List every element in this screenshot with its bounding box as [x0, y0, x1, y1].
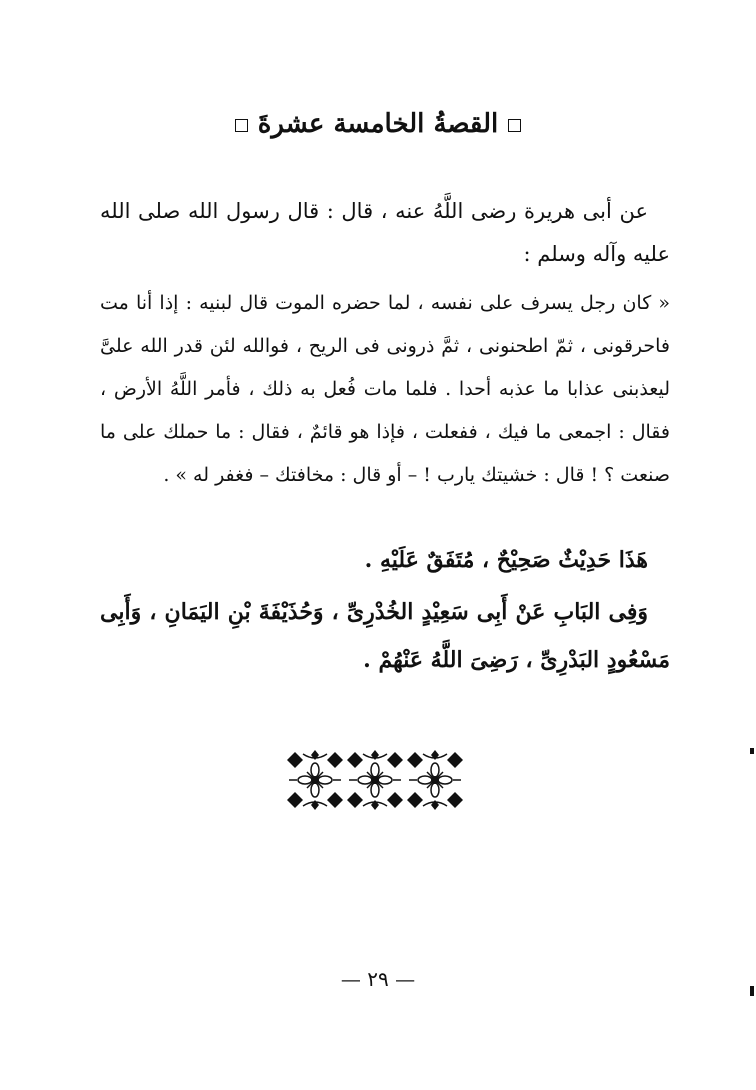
- narrator-intro: عن أبى هريرة رضى اللَّهُ عنه ، قال : قال رسول الله صلى الله عليه وآله وسلم :: [100, 199, 670, 266]
- title-square-icon-left: [235, 119, 248, 132]
- hadith-verdict: هَذَا حَدِيْثٌ صَحِيْحٌ ، مُتَفَقٌ عَلَيْهِ .: [364, 547, 648, 573]
- scan-edge-mark: [750, 986, 754, 996]
- title-square-icon-right: [508, 119, 521, 132]
- page-number: — ٢٩ —: [340, 967, 416, 991]
- hadith-text: « كان رجل يسرف على نفسه ، لما حضره الموت قال لبنيه : إذا أنا مت فاحرقونى ، ثمّ اطحنونى ، ثمَّ ذرونى فى الريح ، فوالله لئن قدر الله علىَّ ليعذبنى عذابا ما عذبه أحدا . فلما مات فُعل به ذلك ، فأمر اللَّهُ الأرض ، فقال : اجمعى ما فيك ، ففعلت ، فإذا هو قائمٌ ، فقال : ما حملك على ما صنعت ؟ ! قال : خشيتك يارب ! – أو قال : مخافتك – فغفر له » .: [100, 292, 670, 486]
- floral-ornament-icon: [285, 750, 465, 810]
- story-title-text: القصةُ الخامسة عشرةَ: [257, 109, 499, 139]
- scan-edge-mark: [750, 748, 754, 754]
- chapter-narrators: وَفِى البَابِ عَنْ أَبِى سَعِيْدٍ الخُدْرِىِّ ، وَحُذَيْفَةَ بْنِ اليَمَانِ ، وَأَبِى مَسْعُودٍ البَدْرِىِّ ، رَضِىَ اللَّهُ عَنْهُمْ .: [100, 599, 670, 673]
- story-title: [0, 104, 756, 144]
